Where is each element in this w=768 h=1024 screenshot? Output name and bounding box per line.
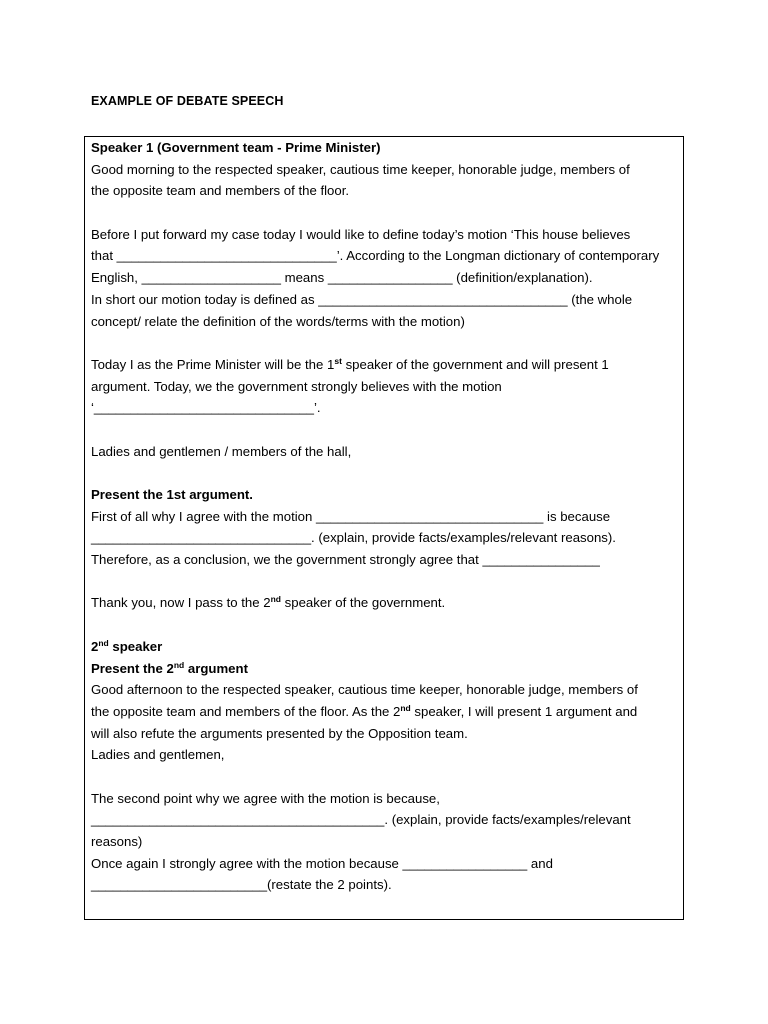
speech-line: The second point why we agree with the motion is because,: [91, 790, 440, 806]
argument2-heading: Present the 2nd argument: [91, 659, 248, 676]
speech-content: [91, 137, 679, 896]
speech-line: First of all why I agree with the motion _______________________________ is because: [91, 508, 611, 524]
speech-line: English, ___________________ means _________________ (definition/explanation).: [91, 270, 593, 286]
speech-line: Therefore, as a conclusion, we the government strongly agree that ________________: [91, 552, 600, 568]
speech-line: argument. Today, we the government strongly believes with the motion: [91, 378, 502, 394]
speech-line: concept/ relate the definition of the words/terms with the motion): [91, 313, 465, 329]
speech-line: ______________________________. (explain, provide facts/examples/relevant reasons).: [91, 530, 616, 546]
speaker1-heading: Speaker 1 (Government team - Prime Minister): [91, 140, 381, 155]
speech-line: reasons): [91, 834, 143, 849]
speech-line: Once again I strongly agree with the motion because _________________ and: [91, 855, 553, 871]
handover-line: Thank you, now I pass to the 2nd speaker of the government.: [91, 594, 446, 611]
speech-line: In short our motion today is defined as __________________________________ (the whole: [91, 291, 633, 307]
speech-line: will also refute the arguments presented by the Opposition team.: [91, 725, 468, 741]
speech-line: ‘______________________________’.: [91, 400, 321, 416]
document-title: EXAMPLE OF DEBATE SPEECH: [91, 94, 284, 108]
speech-line: that ______________________________’. According to the Longman dictionary of contemporary: [91, 248, 660, 264]
speaker2-heading: 2nd speaker: [91, 637, 163, 654]
argument1-heading: Present the 1st argument.: [91, 487, 253, 502]
speech-line: Good morning to the respected speaker, cautious time keeper, honorable judge, members of: [91, 161, 630, 177]
address-line: Ladies and gentlemen,: [91, 747, 225, 763]
speech-line: the opposite team and members of the floor. As the 2nd speaker, I will present 1 argument and: [91, 702, 638, 719]
speech-line: ________________________________________. (explain, provide facts/examples/relevant: [91, 812, 631, 828]
speech-line: Good afternoon to the respected speaker, cautious time keeper, honorable judge, members of: [91, 682, 638, 698]
address-line: Ladies and gentlemen / members of the hall,: [91, 443, 352, 459]
speech-line: Before I put forward my case today I would like to define today’s motion ‘This house believes: [91, 226, 631, 242]
speech-line: ________________________(restate the 2 points).: [91, 877, 392, 893]
speech-line: the opposite team and members of the floor.: [91, 183, 350, 199]
speech-box: [84, 136, 684, 920]
speech-line: Today I as the Prime Minister will be the 1st speaker of the government and will present 1: [91, 355, 609, 372]
